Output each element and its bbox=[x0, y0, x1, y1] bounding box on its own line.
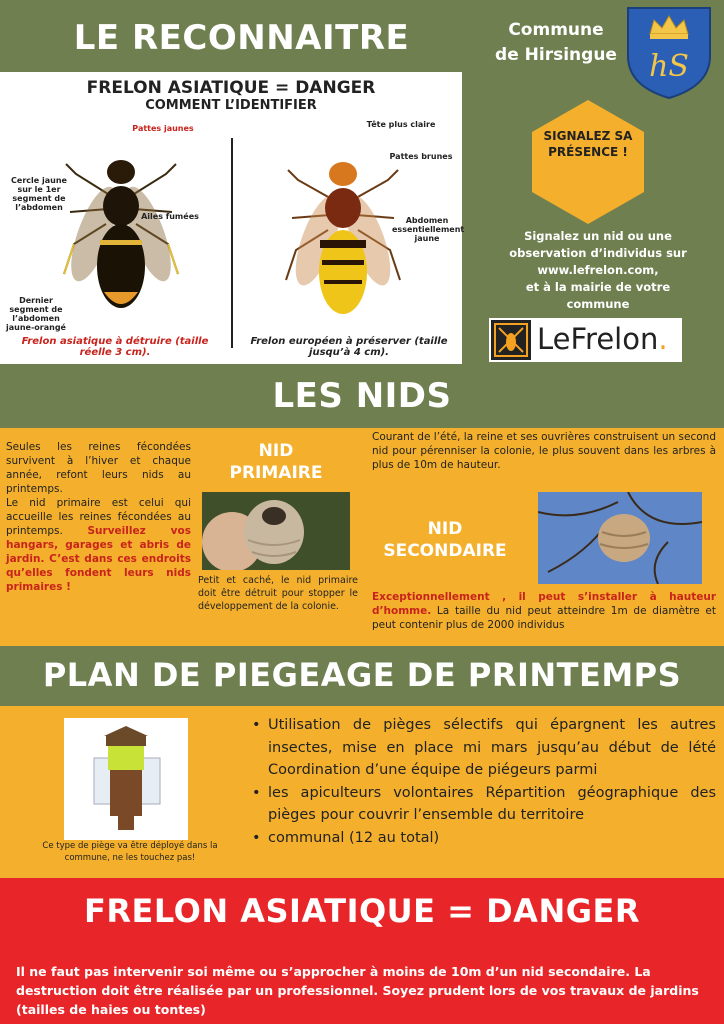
lefrelon-logo-text bbox=[537, 322, 668, 356]
plan-section bbox=[0, 706, 724, 878]
label-brown-legs: Pattes brunes bbox=[389, 152, 453, 161]
trap-photo bbox=[64, 718, 188, 840]
lefrelon-name: LeFrelon bbox=[537, 322, 659, 356]
trap-image bbox=[64, 718, 188, 840]
website-link[interactable]: www.lefrelon.com, bbox=[537, 263, 659, 277]
primary-text-2: Le nid primaire est celui qui accueille les reines fécondées au printemps. bbox=[6, 497, 191, 537]
secondary-heading-line1: NID bbox=[427, 519, 463, 539]
primary-warning: Surveillez vos hangars, garages et abris de jardin. C’est dans ces endroits qu’elles fondent leurs nids primaires ! bbox=[6, 525, 191, 593]
plan-item: • les apiculteurs volontaires Répartition géographique des pièges pour couvrir l’ensemble du territoire bbox=[252, 782, 716, 827]
plan-header bbox=[0, 646, 724, 706]
european-hornet-illustration bbox=[278, 140, 408, 340]
secondary-nest-photo bbox=[538, 492, 702, 584]
recognize-section bbox=[0, 0, 724, 368]
primary-nest-image bbox=[202, 492, 350, 570]
signal-badge bbox=[528, 98, 648, 226]
secondary-nest-text-2 bbox=[372, 590, 716, 632]
commune-line1: Commune bbox=[508, 20, 604, 40]
signal-info-line: observation d’individus sur bbox=[509, 246, 687, 260]
danger-title: FRELON ASIATIQUE = DANGER bbox=[84, 892, 640, 930]
nests-title: LES NIDS bbox=[272, 376, 452, 416]
label-light-head: Tête plus claire bbox=[366, 120, 436, 129]
recognize-title: LE RECONNAITRE bbox=[73, 18, 410, 58]
panel-title: FRELON ASIATIQUE = DANGER bbox=[86, 78, 376, 98]
secondary-warning: Exceptionnellement , il peut s’installer à hauteur d’homme. bbox=[372, 591, 716, 617]
secondary-heading-line2: SECONDAIRE bbox=[383, 541, 507, 561]
plan-list bbox=[252, 714, 716, 849]
asian-hornet-illustration bbox=[56, 134, 186, 334]
identification-panel bbox=[0, 72, 465, 364]
label-smoky-wings: Ailes fumées bbox=[141, 212, 199, 221]
plan-title: PLAN DE PIEGEAGE DE PRINTEMPS bbox=[42, 656, 682, 694]
nests-header bbox=[0, 368, 724, 428]
signal-info-line: et à la mairie de votre bbox=[525, 280, 671, 294]
european-hornet-caption: Frelon européen à préserver (taille jusqu’à 4 cm). bbox=[250, 336, 448, 358]
primary-nest-heading bbox=[208, 440, 344, 484]
asian-hornet-caption: Frelon asiatique à détruire (taille réelle 3 cm). bbox=[21, 336, 209, 358]
label-yellow-ring: Cercle jaune sur le 1er segment de l’abdomen bbox=[11, 176, 67, 212]
primary-text-1: Seules les reines fécondées survivent à l’hiver et chaque année, refont leurs nids au printemps. bbox=[6, 441, 191, 495]
secondary-text-2: La taille du nid peut atteindre 1m de diamètre et peut contenir plus de 2000 individus bbox=[372, 605, 716, 631]
primary-nest-photo bbox=[202, 492, 350, 570]
danger-text: Il ne faut pas intervenir soi même ou s’approcher à moins de 10m d’un nid secondaire. La destruction doit être réalisée par un professionnel. Soyez prudent lors de vos travaux de jardins (tailles de haies ou tontes) bbox=[16, 964, 699, 1017]
secondary-nest-heading bbox=[370, 518, 520, 562]
primary-nest-caption: Petit et caché, le nid primaire doit être détruit pour stopper le développement de la colonie. bbox=[198, 575, 358, 612]
commune-line2: de Hirsingue bbox=[495, 45, 617, 65]
trap-caption: Ce type de piège va être déployé dans la commune, ne les touchez pas! bbox=[42, 841, 218, 863]
hornet-icon bbox=[491, 320, 531, 360]
primary-heading-line1: NID bbox=[258, 441, 294, 461]
lefrelon-dot: . bbox=[658, 322, 668, 356]
signal-info bbox=[478, 228, 718, 313]
signal-info-line: commune bbox=[566, 297, 630, 311]
primary-nest-text bbox=[6, 440, 191, 594]
lefrelon-logo bbox=[489, 318, 682, 362]
commune-name bbox=[486, 18, 626, 68]
town-crest-logo bbox=[624, 4, 714, 100]
lefrelon-logo-mark bbox=[491, 320, 531, 360]
label-orange-tail: Dernier segment de l’abdomen jaune-orangé bbox=[6, 296, 66, 332]
panel-subtitle: COMMENT L’IDENTIFIER bbox=[145, 98, 317, 113]
primary-heading-line2: PRIMAIRE bbox=[229, 463, 323, 483]
danger-section bbox=[0, 878, 724, 1024]
signal-info-line: Signalez un nid ou une bbox=[524, 229, 672, 243]
secondary-nest-text: Courant de l’été, la reine et ses ouvrières construisent un second nid pour pérenniser la colonie, le plus souvent dans les arbres à plus de 10m de hauteur. bbox=[372, 431, 716, 471]
label-yellow-legs: Pattes jaunes bbox=[132, 124, 194, 133]
crest-monogram: hS bbox=[649, 49, 689, 84]
plan-item: • Utilisation de pièges sélectifs qui épargnent les autres insectes, mise en place mi mars jusqu’au début de lété Coordination d’une équipe de piégeurs parmi bbox=[252, 714, 716, 782]
secondary-nest-image bbox=[538, 492, 702, 584]
nests-section bbox=[0, 428, 724, 646]
signal-badge-text: SIGNALEZ SA PRÉSENCE ! bbox=[543, 129, 633, 159]
plan-item: • communal (12 au total) bbox=[252, 827, 716, 850]
panel-divider bbox=[231, 138, 233, 348]
label-yellow-abdomen: Abdomen essentiellement jaune bbox=[392, 216, 465, 243]
